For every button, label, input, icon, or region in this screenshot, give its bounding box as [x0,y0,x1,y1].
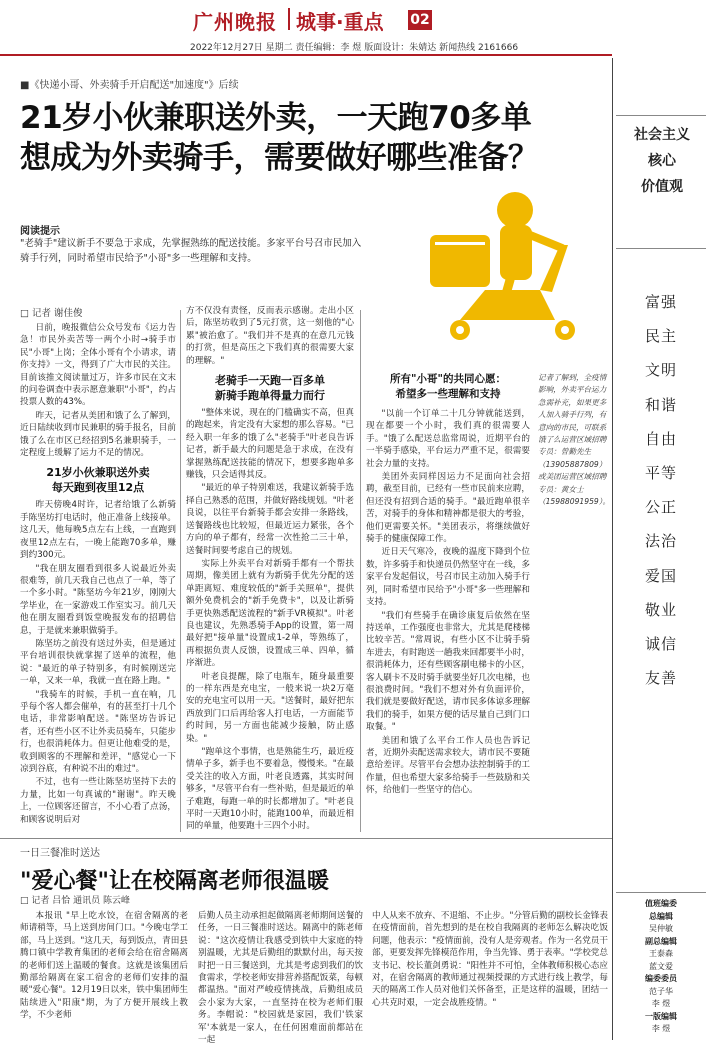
article2-subtitle: 一日三餐准时送达 [20,848,100,859]
paragraph: 美团外卖同样因运力不足面向社会招聘，截至目前，已经有一些市民前来应聘，但还没有招到合适的骑手。"最近跑单很辛苦，对骑手的身体和精神都是很大的考验，他们更需要关怀。"美团表示，将继续做好骑手的健康保障工作。 [366,472,530,545]
sidebar-title-line: 社会主义 [634,127,690,143]
square-bullet-icon: □ [20,308,32,319]
article-column-1 [20,322,176,834]
sidebar-rule [616,248,706,249]
credit-role: 一版编辑 [645,1011,677,1021]
paragraph: "我们有些骑手在确诊康复后依然在坚持送单，工作强度也非常大，尤其是爬楼梯比较辛苦。"常周说，有些小区不让骑手骑车进去，有时跑送一趟我来回都要半小时，很消耗体力，还有些顾客刷电梯卡的小区，客人刷卡不及时骑手就要坐好几次电梯，也很浪费时间。"我们不想对外有负面评价，我们就是要做好配送，请市民多体谅多理解我们的骑手，如果方便的话尽量自己到门口取餐。" [366,610,530,733]
reading-tip-label: 阅读提示 [20,226,60,237]
subhead-2 [186,373,354,403]
editorial-credits [614,898,708,1036]
value-item: 友善 [644,669,677,688]
contact-note: 记者了解到，全疫情影响，外卖平台运力急需补充，如果更多人加入骑手行列，有意向的市民，可联系饿了么运营区域招聘专员：曾勤先生（13905887809）或美团运营区域招聘专员：黄女士（15988091959）。 [538,373,611,507]
paragraph: "我在朋友圈看到很多人说最近外卖很难等，前几天我自己也点了一单，等了一个多小时。"陈坚坊今年21岁，刚刚大学毕业，在一家游戏工作室实习。前几天他在朋友圈看到饭堂晚报发布的招聘信息，于是就来兼职做骑手。 [20,563,176,636]
paragraph: 陈坚坊之前没有送过外卖，但是通过平台培训很快就掌握了送单的流程，他说："最近的单子特别多，有时候刚送完一单，又来一单，我就一直在路上跑。" [20,638,176,687]
article-column-3 [366,408,530,834]
paragraph: "跑单这个事情，也是熟能生巧，最近疫情单子多，新手也不要着急，慢慢来。"在最受关注的收入方面，叶老良透露，其实时间够多，"尽管平台有一些补贴，但是最近的单子难跑，每跑一单的时长都增加了。"叶老良平时一天跑10小时，能跑100单，而最近相同的单量，他要跑十三四个小时。 [186,747,354,832]
article-headline [20,98,539,178]
credit-name: 李 煜 [651,999,671,1008]
value-item: 公正 [644,498,677,517]
paragraph: 美团和饿了么平台工作人员也告诉记者，近期外卖配送需求较大，请市民不要随意给差评。尽管平台会想办法控制骑手的工作量，但也希望大家多给骑手一些鼓励和关怀，给他们一些坚守的信心。 [366,735,530,796]
reading-tip-text: "老骑手"建议新手不要急于求成，先掌握熟练的配送技能。多家平台号召市民加入骑手行列，同时希望市民给予"小哥"多一些理解和支持。 [20,238,362,264]
value-item: 民主 [644,327,677,346]
subhead-line: 新骑手跑单得量力而行 [215,389,325,403]
top-rule [0,54,612,56]
article2-headline: "爱心餐"让在校隔离老师很温暖 [20,869,329,894]
sidebar-divider [612,58,613,1040]
square-bullet-icon: □ [20,896,32,906]
sidebar-title-line: 价值观 [641,179,683,195]
sidebar-title-line: 核心 [648,153,676,169]
paragraph: 日前，晚报微信公众号发布《运力告急！市民外卖苦等一两个小时→骑手市民"小哥"上岗；全体小哥有个小请求，请你支持》一文，得到了广大市民的关注。目前该推文阅读量过万，许多市民在文末的问卷调查中表示愿意兼职"小哥"，约占投票人数的43%。 [20,323,176,408]
article2-column-2: 后勤人员主动承担起做隔离老师期间送餐的任务，一日三餐准时送达。隔离中的陈老师说："这次疫情让我感受到铁中大家庭的特别温暖，尤其是后勤组的默默付出，每天按时把一日三餐送到，尤其是考虑到我们的饮食需求，学校老师安排营养搭配饭菜，每顿都温热。"面对严峻疫情挑战，后勤组成员会小家为大家，一直坚持在校为老师们服务。李帽说："校园就是家园，我们'铁家军'本就是一家人，在任何困难面前都站在一起 [198,911,363,1046]
section-title: 城事·重点 [296,10,384,34]
masthead-divider [288,8,290,30]
paragraph: 不过，也有一些让陈坚坊坚持下去的力量，比如一句真诚的"谢谢"。昨天晚上，一位顾客还留言，不小心看了点汤，和顾客说明后对 [20,777,176,825]
paragraph: 方不仅没有责怪，反而表示感谢。走出小区后，陈坚坊收到了5元打赏，这一刻他的"心累"被治愈了。"我们并不是真的在意几元钱的打赏，但是高压之下我们真的很需要大家的理解。" [186,306,354,366]
paragraph: "最近的单子特别难送，我建议新骑手选择自己熟悉的范围，并做好路线规划。"叶老良说，以往平台新骑手都会安排一条路线，送餐路线也比较短，但最近运力紧张，各个方向的单子都有，经常一次性抢二三十单，送餐时间要考虑自己的规划。 [186,483,354,556]
value-item: 法治 [644,532,677,551]
paragraph: 昨天，记者从美团和饿了么了解到，近日陆续收到市民兼职的骑手报名，目前饿了么在市区已经招到5名兼职骑手，一定程度上缓解了运力不足的情况。 [20,410,176,459]
article2-column-3: 中人从来不放弃、不退缩、不止步。"分管后勤的副校长金锋表在疫情面前，首先想到的是在校自我隔离的老师怎么解决吃饭问题，他表示："疫情面前，没有人是旁观者。作为一名党员干部，更要发挥先锋模范作用，争当先锋、勇于表率。"学校党总支书记、校长董剑勇说："阳性并不可怕，全体教师积极心态应对，在宿舍隔离的教师通过视频授课的方式进行线上教学，每天的隔离工作人员对他们关怀备至，正是这样的温暖，团结一心共克时艰，一定会战胜疫情。" [372,911,608,1008]
byline-text: 记者 吕恰 通讯员 陈云峰 [31,896,130,906]
value-item: 诚信 [644,635,677,654]
subhead-line: 每天跑到夜里12点 [51,481,145,495]
column-divider [360,310,361,832]
sidebar-rule [616,892,706,893]
credit-role: 副总编辑 [645,936,677,946]
paragraph: 叶老良提醒，除了电瓶车，随身最重要的一样东西是充电宝，一般来说一块2万毫安的充电宝可以用一天。"送餐时，最好把东西放到门口后再给客人打电话，一方面能节约时间，另一方面也能减少接触，防止感染。" [186,671,354,744]
subhead-line: 21岁小伙兼职送外卖 [46,466,150,480]
masthead-meta: 2022年12月27日 星期二 责任编辑：李 煜 版面设计：朱婧达 新闻热线 2161666 [190,43,519,53]
headline-line-1: 21岁小伙兼职送外卖，一天跑70多单 [20,100,532,136]
value-item: 富强 [644,293,677,311]
credit-name: 范子华 [649,986,673,996]
rider-illustration [390,180,605,355]
value-item: 爱国 [644,566,677,585]
paragraph: "我骑车的时候，手机一直在响，几乎每个客人都会催单，有的甚至打十几个电话，非常影响配送。"陈坚坊告诉记者，还有些小区不让外卖员骑车，只能步行，也很消耗体力。但更让他难受的是，收到顾客的不理解和差评，"感觉心一下凉到谷底，有种说不出的难过"。 [20,689,176,774]
page-number-badge: 02 [408,10,432,30]
byline-text: 记者 谢佳俊 [32,308,83,319]
article2-column-1: 本报讯 "早上吃水饺，在宿舍隔离的老师请稍等，马上送到房间门口。"今晚屯学工部，马上送到。"这几天，每到饭点，青田县腾口镇中学教育集团的老师会给在宿舍隔离的老师们送上温暖的餐食。这就是该集团后勤部给隔离在家工宿舍的老师们安排的温暖"爱心餐"。12月19日以来，铁中集团师生陆续进入"阳康"期，为了方便开展线上教学，不少老师 [20,911,188,1021]
photo-caption [366,372,530,402]
value-item: 和谐 [644,395,677,414]
subhead-1 [20,465,176,495]
headline-line-2: 想成为外卖骑手，需要做好哪些准备？ [20,140,539,176]
caption-line: 希望多一些理解和支持 [395,388,501,400]
paragraph: "整体来说，现在的门槛确实不高，但真的跑起来，肯定没有大家想的那么容易。"已经入职一年多的饿了么"老骑手"叶老良告诉记者，新手最大的问题是急于求成，在没有掌握熟练配送技能的情况下，想要多跑单多赚钱，只会适得其反。 [186,408,354,481]
newspaper-logo: 广州晚报 [193,10,277,34]
paragraph: 实际上外卖平台对新骑手都有一个帮扶周期，像美团上就有为新骑手优先分配的送单距离短、难度较低的"新手关照单"，提供额外免费机会的"新手免费卡"，以及让新骑手更快熟悉配送流程的"新手VR模拟"。叶老良也建议，先熟悉骑手App的设置，第一周最好把"接单量"设置成1-2单，等熟练了，再根据负责人反馈，设置成三单、四单，循序渐进。 [186,558,354,669]
article-column-2 [186,305,354,834]
paragraph: "以前一个订单二十几分钟就能送到，现在都要一个小时，我们真的很需要人手。"饿了么配送总监常周说，近期平台的一半骑手感染，平台运力严重不足，很需要社会力量的支持。 [366,409,530,469]
credit-name: 李 煜 [651,1024,671,1033]
article-byline [20,305,83,319]
value-item: 自由 [644,429,677,448]
caption-line: 所有"小哥"的共同心愿： [390,373,506,385]
core-values-list [626,285,696,695]
sidebar-title [622,122,702,200]
credit-name: 王泰森 [649,949,673,958]
value-item: 敬业 [644,600,677,619]
paragraph: 近日天气寒冷，夜晚的温度下降到个位数，许多骑手和快递员仍然坚守在一线，多家平台发起倡议，号召市民主动加入骑手行列，同时希望市民给予"小哥"多一些理解和支持。 [366,547,530,608]
value-item: 平等 [644,464,677,483]
credit-role: 编委委员 [645,974,677,983]
article2-byline [20,893,130,906]
credit-role: 总编辑 [649,911,673,921]
credit-role: 值班编委 [645,899,677,908]
value-item: 文明 [644,361,677,380]
subhead-line: 老骑手一天跑一百多单 [215,374,325,388]
column-divider [180,310,181,832]
article-subtitle: ■《快递小哥、外卖骑手开启配送"加速度"》后续 [20,80,239,91]
credit-name: 吴仲敏 [649,924,673,933]
paragraph: 昨天傍晚4时许，记者给饿了么新骑手陈坚坊打电话时，他正准备上线接单。这几天，他每晚5点左右上线，一直跑到夜里12点左右，一晚上能跑70多单，赚到约300元。 [20,500,176,561]
section-rule [0,838,612,839]
credit-name: 蓝文爱 [649,961,673,971]
sidebar-rule [616,115,706,116]
